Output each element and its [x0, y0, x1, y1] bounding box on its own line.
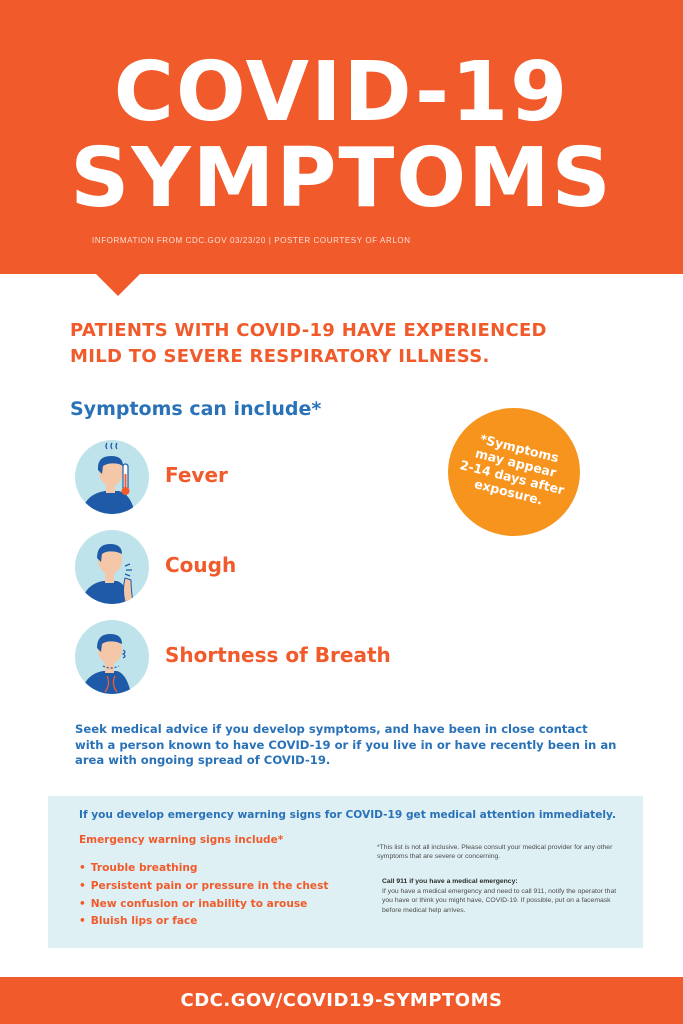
list-item: • Persistent pain or pressure in the chest — [79, 878, 328, 896]
medical-advice-text: Seek medical advice if you develop symptoms, and have been in close contact with a person known to have COVID-19 or if you live in or have recently been in an area with ongoing spread of COVID-19. — [75, 722, 617, 767]
header-pointer — [96, 274, 140, 296]
cdc-url-link[interactable]: CDC.GOV/COVID19-SYMPTOMS — [180, 990, 503, 1011]
emergency-subtitle: Emergency warning signs include* — [79, 834, 284, 846]
cough-person-icon — [75, 530, 149, 604]
intro-line2: MILD TO SEVERE RESPIRATORY ILLNESS. — [70, 346, 490, 367]
breath-person-icon — [75, 620, 149, 694]
emergency-panel — [48, 796, 643, 948]
symptom-fever-label: Fever — [165, 463, 228, 487]
incubation-badge-text: *Symptoms may appear 2-14 days after exposure. — [458, 431, 566, 508]
intro-line1: PATIENTS WITH COVID-19 HAVE EXPERIENCED — [70, 320, 547, 341]
emergency-title: If you develop emergency warning signs for COVID-19 get medical attention immediately. — [79, 809, 616, 821]
symptoms-heading: Symptoms can include* — [70, 398, 322, 420]
fever-person-icon — [75, 440, 149, 514]
list-item: • Bluish lips or face — [79, 913, 328, 931]
incubation-badge — [448, 408, 580, 536]
list-item: • Trouble breathing — [79, 860, 328, 878]
symptom-breath-label: Shortness of Breath — [165, 643, 391, 667]
source-credit: INFORMATION FROM CDC.GOV 03/23/20 | POSTER COURTESY OF ARLON — [92, 236, 411, 245]
inclusive-note: *This list is not all inclusive. Please consult your medical provider for any other symptoms that are severe or concerning. — [377, 844, 613, 860]
call-911-title: Call 911 if you have a medical emergency: — [382, 878, 518, 885]
call-911-text: If you have a medical emergency and need to call 911, notify the operator that you have or think you might have, COVID-19. If possible, put on a facemask before medical help arrives. — [382, 888, 617, 914]
intro-statement — [70, 318, 630, 370]
emergency-signs-list — [79, 860, 328, 931]
footer-banner — [0, 977, 683, 1024]
header-banner — [0, 0, 683, 274]
symptom-cough-label: Cough — [165, 553, 237, 577]
poster-title-line2: SYMPTOMS — [70, 131, 613, 226]
list-item: • New confusion or inability to arouse — [79, 896, 328, 914]
poster-title-line1: COVID-19 — [113, 45, 570, 140]
